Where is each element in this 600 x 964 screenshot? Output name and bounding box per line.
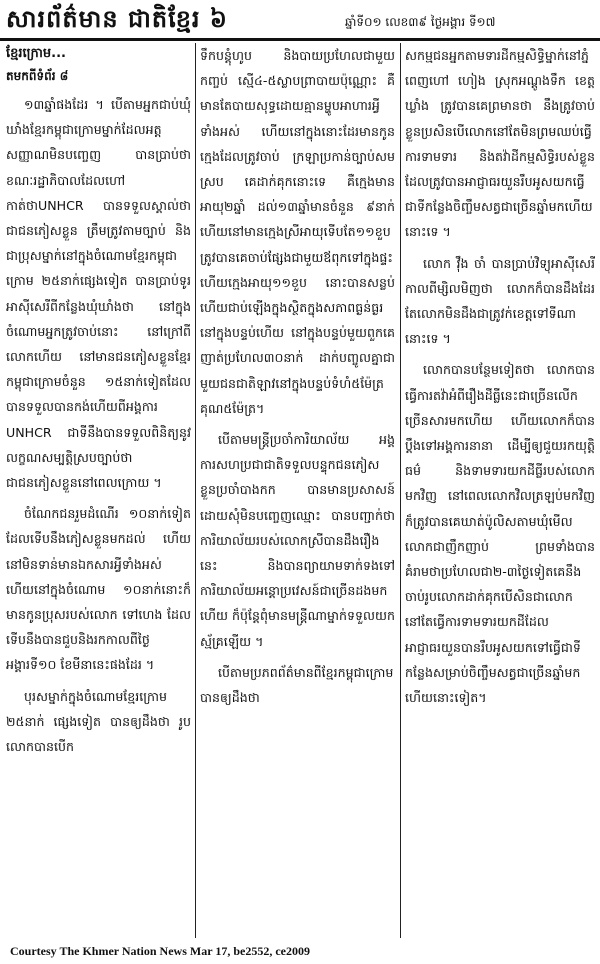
paragraph: លោកបានបន្ថែមទៀតថា លោកបានធ្វើការតវ៉ាអំពីរឿងដីធ្លីនេះជាច្រើនលើកច្រើនសារមកហើយ ហើយលោកក៏បានប្ដឹងទៅអង្គការនានា ដើម្បីឲ្យជួយរកយុត្តិធម៌ និងទាមទារយកដីធ្លីរបស់លោកមកវិញ នៅពេលលោកវិលត្រឡប់មកវិញក៏ត្រូវបានគេឃាត់ប៉ូលិសតាមឃុំមើលលោកជាញឹកញាប់ ព្រមទាំងបានគំរាមថាប្រហែលជា២-៣ថ្ងៃទៀតគេនឹងចាប់រូបលោកដាក់គុកបើសិនជាលោកនៅតែធ្វើការទាមទារយកដីដែលអាជ្ញាធរយួនបានរឹបអូសយកទៅធ្វើជាទីកន្លែងសម្រាប់ចិញ្ចឹមសត្វជាច្រើនឆ្នាំមកហើយនោះទៀត។ (405, 362, 595, 706)
article-column-3 (405, 43, 595, 938)
article-column-2 (200, 43, 395, 938)
paragraph: ១៣ឆ្នាំផងដែរ ។ បើតាមអ្នកជាប់ឃុំឃាំងខ្មែរកម្ពុជាក្រោមម្នាក់ដែលអត្តសញ្ញាណមិនបញ្ចេញ បានប្រាប់ថា ខណៈរដ្ឋាភិបាលដែលហៅកាត់ថាUNHCR បានទទួលស្គាល់ថា ជាជនភៀសខ្លួន ត្រឹមត្រូវតាមច្បាប់ និងជាប្រុសម្នាក់នៅក្នុងចំណោមខ្មែរកម្ពុជាក្រោម ២៥នាក់ផ្សេងទៀត បានប្រាប់ទូរអាស៊ីសេរីពីកន្លែងឃុំឃាំងថា នៅក្នុងចំណោមអ្នកត្រូវចាប់នោះ នៅក្រៅពីលោកហើយ នៅមានជនភៀសខ្លួនខ្មែរកម្ពុជាក្រោមចំនួន ១៥នាក់ទៀតដែលបានទទួលបានកង់ហើយពីអង្គការ UNHCR ជាទីនឹងបានទទួលពិនិត្យនូវលក្ខណសម្បត្តិស្របច្បាប់ថា ជាជនភៀសខ្លួននៅពេលក្រោយ ។ (6, 97, 191, 491)
paragraph: ទឹកបន្តុំហូប និងបាយប្រហែលជាមួយកញ្ចប់ ស្មើ៤-៥ស្លាបព្រាបាយប៉ុណ្ណោះ គឺមានតែបាយសុទ្ធដោយគ្មានម្ហូបអាហារអ្វីទាំងអស់ ហើយនៅក្នុងនោះដែរមានកូនក្មេងដែលត្រូវចាប់ ក្រឡាប្រកាន់ច្បាប់សមស្រប គេដាក់គុកនោះទេ គឺក្មេងមានអាយុ២ឆ្នាំ ដល់១៣ឆ្នាំមានចំនួន ៩នាក់ ហើយនៅមានក្មេងស្រីអាយុទើបតែ១១ខួប ត្រូវបានគេចាប់ផ្សែងជាមួយឪពុកទៅក្នុងផ្ទះ ហើយក្មេងអាយុ១១ខួប នោះបានសន្លប់ ហើយជាប់ឡើងក្នុងស្ថិតក្នុងសភាពធ្ងន់ធ្ងរនៅក្នុងបន្ទប់ហើយ នៅក្នុងបន្ទប់មួយពួកគេញាត់ប្រហែល៣០នាក់ ដាក់បញ្ចូលគ្នាជាមួយជនជាតិឡាវនៅក្នុងបន្ទប់ទំហំ៥ម៉ែត្រគុណ៥ម៉ែត្រ។ (200, 48, 395, 416)
page-header (0, 0, 600, 40)
masthead-title: សារព័ត៌មាន ជាតិខ្មែរ ៦ (6, 5, 228, 33)
column-divider (195, 43, 196, 938)
article-kicker: ខ្មែរក្រោម... (6, 46, 66, 61)
continued-from: តមកពីទំព័រ ៨ (6, 69, 69, 83)
article-column-1 (6, 43, 191, 938)
header-rule (0, 38, 600, 41)
paragraph: បើតាមប្រភពព័ត៌មានពីខ្មែរកម្ពុជាក្រោម បានឲ្យដឹងថា (200, 664, 394, 706)
paragraph: សកម្មជនអ្នកតាមទារដីកម្មសិទ្ធិម្នាក់នៅភ្នំពេញហៅ ហៀង ស្រុកអណ្ដូងទឹក ខេត្តឃ្លាំង ត្រូវបានគេព្រមានថា នឹងត្រូវចាប់ខ្លួនប្រសិនបើលោកនៅតែមិនព្រមឈប់ធ្វើការទាមទារ និងតវ៉ាដីកម្មសិទ្ធិរបស់ខ្លួនដែលត្រូវបានអាជ្ញាធរយួនរឹបអូសយកធ្វើជាទីកន្លែងចិញ្ចឹមសត្វជាច្រើនឆ្នាំមកហើយនោះទេ ។ (405, 48, 595, 240)
paragraph: បុរសម្នាក់ក្នុងចំណោមខ្មែរក្រោម ២៥នាក់ ផ្សេងទៀត បានឲ្យដឹងថា រូបលោកបានបើក (6, 688, 191, 755)
column-divider (400, 43, 401, 938)
paragraph: បើតាមមន្ត្រីប្រចាំការិយាល័យ អង្គការសហប្រជាជាតិទទួលបន្ទុកជនភៀសខ្លួនប្រចាំបាងកក បានមានប្រសាសន៍ដោយសុំមិនបញ្ចេញឈ្មោះ បានបញ្ជាក់ថា ការិយាល័យរបស់លោកស្រីបានដឹងរឿងនេះ និងបានព្យាយាមទាក់ទងទៅការិយាល័យអន្តោប្រវេសន៍ជាច្រើនដងមកហើយ ក៏ប៉ុន្តែពុំមានមន្ត្រីណាម្នាក់ទទួលយកស្ម័គ្រឡើយ ។ (200, 432, 395, 649)
paragraph: ចំណែកជនរួមដំណើរ ១០នាក់ទៀត ដែលទើបនឹងភៀសខ្លួនមកដល់ ហើយនៅមិនទាន់មានឯកសារអ្វីទាំងអស់ ហើយនៅក្នុងចំណោម ១០នាក់នោះក៏មានកូនប្រុសរបស់លោក ទៅហេង ដែលទើបនឹងបានជួបនិងរកកាលពីថ្ងៃអង្គារទី១០ ខែមីនានេះផងដែរ ។ (6, 506, 191, 673)
issue-info: ឆ្នាំទី០១ លេខ៣៩ ថ្ងៃអង្គារ ទី១៧ (345, 15, 496, 29)
paragraph: លោក វ៉ឹង ចាំ បានប្រាប់វិទ្យុអាស៊ីសេរីកាលពីម្សិលមិញថា លោកក៏បានដឹងដែរ តែលោកមិនដឹងជាត្រូវក់ខេត្តទៅទីណានោះទេ ។ (405, 255, 595, 347)
source-credit: Courtesy The Khmer Nation News Mar 17, be2552, ce2009 (10, 944, 310, 958)
